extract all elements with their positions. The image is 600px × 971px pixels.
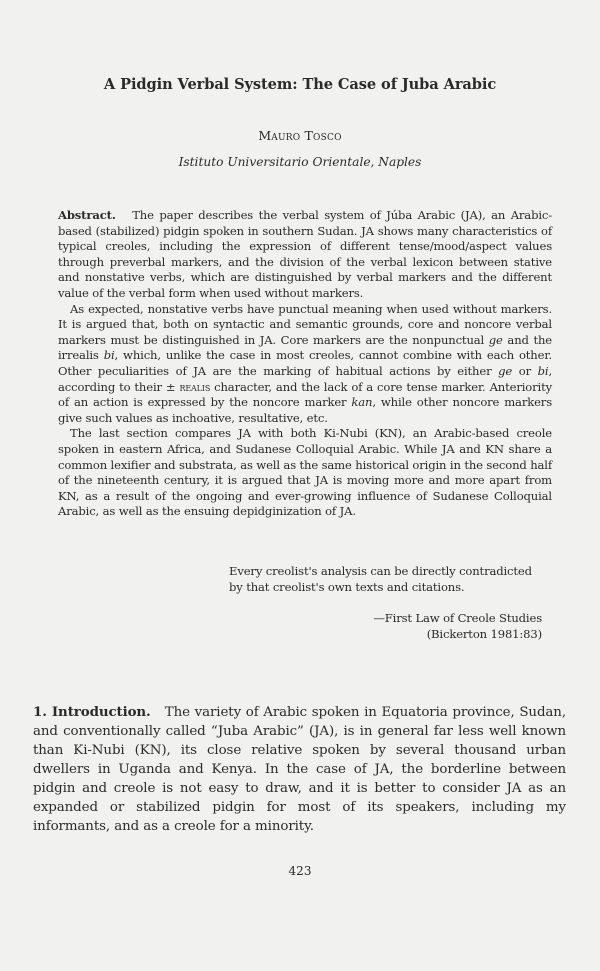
abstract-text: character, and the lack of a core tense marker. Anteriority of an action is expressed by the noncore marker xyxy=(58,379,552,410)
abstract-text-1: The paper describes the verbal system of Júba Arabic (JA), an Arabic-based (stabilized) pidgin spoken in southern Sudan. JA shows many characteristics of typical creoles, including the expression of different tense/mood/aspect values through preverbal markers, and the division of the verbal lexicon between stative and nonstative verbs, which are distinguished by verbal markers and the different value of the verbal form when used without markers. xyxy=(58,208,553,300)
attribution-citation: (Bickerton 1981:83) xyxy=(426,626,542,641)
section-body: The variety of Arabic spoken in Equatoria province, Sudan, and conventionally called “Juba Arabic” (JA), is in general far less well known than Ki-Nubi (KN), its close relative spoken by several thousand urban dwellers in Uganda and Kenya. In the case of JA, the borderline between pidgin and creole is not easy to draw, and it is better to consider JA as an expanded or stabilized pidgin for most of its speakers, including my informants, and as a creole for a minority. xyxy=(33,705,566,834)
abstract-text: and the irrealis xyxy=(58,332,552,363)
attribution-source: —First Law of Creole Studies xyxy=(373,611,542,625)
author-affiliation: Istituto Universitario Orientale, Naples xyxy=(178,155,422,169)
term-bi: bi xyxy=(103,348,115,363)
abstract-text: , which, unlike the case in most creoles, cannot combine with each other. Other peculiarities of JA are the marking of habitual actions by either xyxy=(58,348,552,378)
term-bi: bi xyxy=(537,363,549,378)
paper-title: A Pidgin Verbal System: The Case of Juba Arabic xyxy=(103,76,497,93)
abstract-paragraph-1 xyxy=(58,208,552,302)
abstract xyxy=(58,208,552,520)
abstract-text: As expected, nonstative verbs have punctual meaning when used without markers. It is argued that, both on syntactic and semantic grounds, core and noncore verbal markers must be distinguished in JA. Core markers are the nonpunctual xyxy=(58,301,552,347)
epigraph-attribution xyxy=(373,611,542,642)
term-kan: kan xyxy=(351,395,373,410)
term-realis: realis xyxy=(179,380,211,394)
abstract-paragraph-2 xyxy=(58,302,552,427)
author-name: Mauro Tosco xyxy=(258,128,342,143)
term-ge: ge xyxy=(488,332,503,347)
page-number: 423 xyxy=(288,864,312,878)
abstract-text: or xyxy=(512,363,538,378)
section-heading: 1. Introduction. xyxy=(33,704,151,720)
abstract-paragraph-3: The last section compares JA with both Ki-Nubi (KN), an Arabic-based creole spoken in eastern Africa, and Sudanese Colloquial Arabic. While JA and KN share a common lexifier and substrata, as well as the same historical origin in the second half of the nineteenth century, it is argued that JA is moving more and more apart from KN, as a result of the ongoing and ever-growing influence of Sudanese Colloquial Arabic, as well as the ensuing depidginization of JA. xyxy=(58,426,552,519)
term-ge: ge xyxy=(498,363,513,378)
abstract-text: , according to their ± xyxy=(58,363,552,394)
abstract-text: , while other noncore markers give such values as inchoative, resultative, etc. xyxy=(58,395,552,425)
epigraph-quote: Every creolist's analysis can be directly contradicted by that creolist's own texts and citations. xyxy=(229,564,532,594)
abstract-label: Abstract. xyxy=(58,208,116,222)
section-introduction xyxy=(33,703,566,836)
